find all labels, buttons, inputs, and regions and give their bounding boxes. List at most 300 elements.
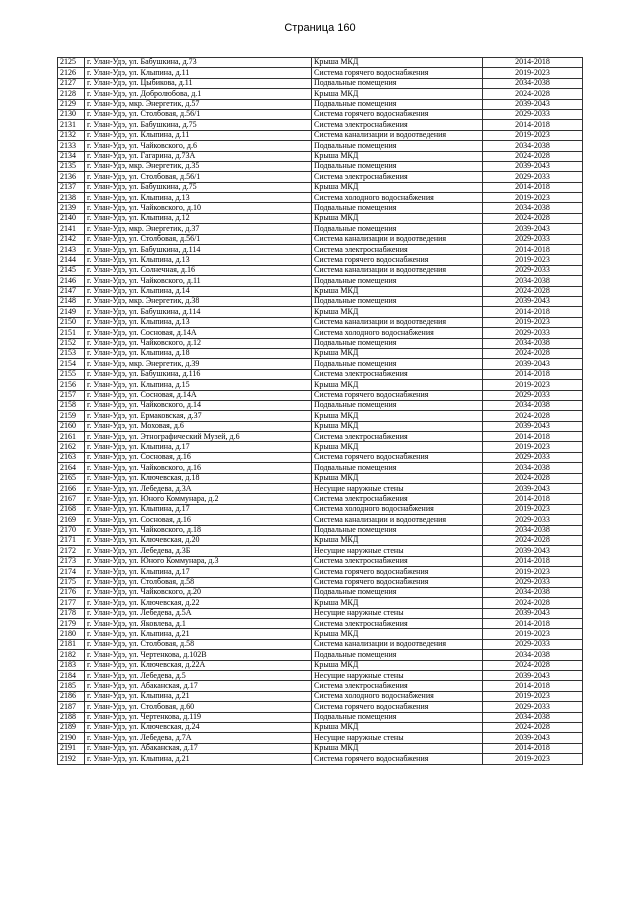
address-cell: г. Улан-Удэ, ул. Ключевская, д.18: [85, 473, 312, 483]
period-cell: 2019-2023: [483, 442, 583, 452]
work-type-cell: Крыша МКД: [312, 380, 483, 390]
table-row: [58, 68, 583, 78]
work-type-cell: Подвальные помещения: [312, 400, 483, 410]
table-row: [58, 525, 583, 535]
period-cell: 2019-2023: [483, 68, 583, 78]
row-number: 2162: [58, 442, 85, 452]
row-number: 2165: [58, 473, 85, 483]
row-number: 2147: [58, 286, 85, 296]
period-cell: 2024-2028: [483, 151, 583, 161]
work-type-cell: Крыша МКД: [312, 348, 483, 358]
row-number: 2188: [58, 712, 85, 722]
table-row: [58, 743, 583, 753]
address-cell: г. Улан-Удэ, ул. Бабушкина, д.114: [85, 307, 312, 317]
table-row: [58, 546, 583, 556]
repair-schedule-table: [57, 57, 583, 765]
row-number: 2127: [58, 78, 85, 88]
row-number: 2132: [58, 130, 85, 140]
work-type-cell: Крыша МКД: [312, 411, 483, 421]
work-type-cell: Крыша МКД: [312, 442, 483, 452]
address-cell: г. Улан-Удэ, ул. Клыпина, д.13: [85, 193, 312, 203]
row-number: 2164: [58, 463, 85, 473]
address-cell: г. Улан-Удэ, ул. Клыпина, д.11: [85, 130, 312, 140]
address-cell: г. Улан-Удэ, ул. Ключевская, д.22А: [85, 660, 312, 670]
table-row: [58, 213, 583, 223]
address-cell: г. Улан-Удэ, ул. Чайковского, д.18: [85, 525, 312, 535]
row-number: 2152: [58, 338, 85, 348]
period-cell: 2024-2028: [483, 89, 583, 99]
address-cell: г. Улан-Удэ, ул. Клыпина, д.14: [85, 286, 312, 296]
address-cell: г. Улан-Удэ, ул. Клыпина, д.21: [85, 754, 312, 764]
work-type-cell: Система горячего водоснабжения: [312, 390, 483, 400]
period-cell: 2019-2023: [483, 629, 583, 639]
work-type-cell: Система электроснабжения: [312, 172, 483, 182]
period-cell: 2024-2028: [483, 213, 583, 223]
period-cell: 2024-2028: [483, 598, 583, 608]
table-row: [58, 608, 583, 618]
work-type-cell: Подвальные помещения: [312, 224, 483, 234]
address-cell: г. Улан-Удэ, ул. Лебедева, д.7А: [85, 733, 312, 743]
address-cell: г. Улан-Удэ, ул. Клыпина, д.17: [85, 567, 312, 577]
table-row: [58, 754, 583, 764]
address-cell: г. Улан-Удэ, мкр. Энергетик, д.39: [85, 359, 312, 369]
period-cell: 2024-2028: [483, 286, 583, 296]
row-number: 2139: [58, 203, 85, 213]
address-cell: г. Улан-Удэ, ул. Клыпина, д.11: [85, 68, 312, 78]
table-row: [58, 535, 583, 545]
address-cell: г. Улан-Удэ, ул. Клыпина, д.17: [85, 504, 312, 514]
work-type-cell: Система электроснабжения: [312, 120, 483, 130]
period-cell: 2024-2028: [483, 348, 583, 358]
work-type-cell: Система холодного водоснабжения: [312, 193, 483, 203]
table-row: [58, 203, 583, 213]
row-number: 2184: [58, 671, 85, 681]
work-type-cell: Крыша МКД: [312, 629, 483, 639]
period-cell: 2029-2033: [483, 452, 583, 462]
address-cell: г. Улан-Удэ, ул. Чайковского, д.20: [85, 587, 312, 597]
table-row: [58, 307, 583, 317]
work-type-cell: Система электроснабжения: [312, 494, 483, 504]
period-cell: 2039-2043: [483, 671, 583, 681]
row-number: 2192: [58, 754, 85, 764]
table-row: [58, 369, 583, 379]
work-type-cell: Подвальные помещения: [312, 296, 483, 306]
work-type-cell: Система горячего водоснабжения: [312, 702, 483, 712]
period-cell: 2039-2043: [483, 546, 583, 556]
period-cell: 2034-2038: [483, 203, 583, 213]
table-row: [58, 234, 583, 244]
work-type-cell: Крыша МКД: [312, 151, 483, 161]
period-cell: 2019-2023: [483, 754, 583, 764]
table-row: [58, 629, 583, 639]
table-row: [58, 130, 583, 140]
row-number: 2135: [58, 161, 85, 171]
period-cell: 2034-2038: [483, 141, 583, 151]
table-row: [58, 567, 583, 577]
period-cell: 2039-2043: [483, 224, 583, 234]
period-cell: 2029-2033: [483, 265, 583, 275]
address-cell: г. Улан-Удэ, ул. Клыпина, д.13: [85, 255, 312, 265]
table-row: [58, 598, 583, 608]
address-cell: г. Улан-Удэ, мкр. Энергетик, д.57: [85, 99, 312, 109]
row-number: 2173: [58, 556, 85, 566]
table-body: [58, 58, 583, 765]
table-row: [58, 504, 583, 514]
row-number: 2166: [58, 484, 85, 494]
row-number: 2137: [58, 182, 85, 192]
address-cell: г. Улан-Удэ, ул. Столбовая, д.56/1: [85, 172, 312, 182]
address-cell: г. Улан-Удэ, ул. Чертенкова, д.102В: [85, 650, 312, 660]
table-row: [58, 577, 583, 587]
work-type-cell: Крыша МКД: [312, 89, 483, 99]
table-row: [58, 359, 583, 369]
table-row: [58, 681, 583, 691]
address-cell: г. Улан-Удэ, ул. Добролюбова, д.1: [85, 89, 312, 99]
table-row: [58, 120, 583, 130]
work-type-cell: Крыша МКД: [312, 421, 483, 431]
address-cell: г. Улан-Удэ, ул. Столбовая, д.56/1: [85, 109, 312, 119]
period-cell: 2014-2018: [483, 619, 583, 629]
period-cell: 2024-2028: [483, 411, 583, 421]
address-cell: г. Улан-Удэ, ул. Бабушкина, д.114: [85, 245, 312, 255]
table-row: [58, 89, 583, 99]
row-number: 2148: [58, 296, 85, 306]
work-type-cell: Система электроснабжения: [312, 369, 483, 379]
period-cell: 2034-2038: [483, 400, 583, 410]
row-number: 2153: [58, 348, 85, 358]
table-row: [58, 452, 583, 462]
work-type-cell: Подвальные помещения: [312, 359, 483, 369]
address-cell: г. Улан-Удэ, ул. Клыпина, д.21: [85, 691, 312, 701]
address-cell: г. Улан-Удэ, ул. Этнографический Музей, д.6: [85, 432, 312, 442]
table-row: [58, 193, 583, 203]
period-cell: 2019-2023: [483, 193, 583, 203]
table-row: [58, 733, 583, 743]
period-cell: 2029-2033: [483, 109, 583, 119]
period-cell: 2024-2028: [483, 473, 583, 483]
address-cell: г. Улан-Удэ, ул. Сосновая, д.16: [85, 515, 312, 525]
period-cell: 2039-2043: [483, 161, 583, 171]
address-cell: г. Улан-Удэ, ул. Сосновая, д.16: [85, 452, 312, 462]
row-number: 2126: [58, 68, 85, 78]
table-row: [58, 380, 583, 390]
table-row: [58, 650, 583, 660]
period-cell: 2039-2043: [483, 99, 583, 109]
period-cell: 2014-2018: [483, 120, 583, 130]
address-cell: г. Улан-Удэ, ул. Ермаковская, д.37: [85, 411, 312, 421]
period-cell: 2024-2028: [483, 535, 583, 545]
table-row: [58, 99, 583, 109]
work-type-cell: Система электроснабжения: [312, 556, 483, 566]
work-type-cell: Подвальные помещения: [312, 203, 483, 213]
table-row: [58, 255, 583, 265]
period-cell: 2029-2033: [483, 234, 583, 244]
work-type-cell: Подвальные помещения: [312, 712, 483, 722]
row-number: 2190: [58, 733, 85, 743]
period-cell: 2029-2033: [483, 390, 583, 400]
address-cell: г. Улан-Удэ, ул. Сосновая, д.14А: [85, 328, 312, 338]
period-cell: 2034-2038: [483, 276, 583, 286]
period-cell: 2024-2028: [483, 660, 583, 670]
table-row: [58, 660, 583, 670]
table-row: [58, 276, 583, 286]
row-number: 2150: [58, 317, 85, 327]
table-row: [58, 182, 583, 192]
row-number: 2155: [58, 369, 85, 379]
row-number: 2129: [58, 99, 85, 109]
table-row: [58, 691, 583, 701]
address-cell: г. Улан-Удэ, ул. Сосновая, д.14А: [85, 390, 312, 400]
table-row: [58, 442, 583, 452]
row-number: 2125: [58, 58, 85, 68]
period-cell: 2014-2018: [483, 245, 583, 255]
row-number: 2178: [58, 608, 85, 618]
work-type-cell: Крыша МКД: [312, 58, 483, 68]
address-cell: г. Улан-Удэ, ул. Чертенкова, д.119: [85, 712, 312, 722]
table-row: [58, 151, 583, 161]
row-number: 2163: [58, 452, 85, 462]
work-type-cell: Подвальные помещения: [312, 338, 483, 348]
work-type-cell: Система горячего водоснабжения: [312, 754, 483, 764]
period-cell: 2014-2018: [483, 494, 583, 504]
row-number: 2156: [58, 380, 85, 390]
period-cell: 2014-2018: [483, 369, 583, 379]
work-type-cell: Система канализации и водоотведения: [312, 265, 483, 275]
row-number: 2191: [58, 743, 85, 753]
address-cell: г. Улан-Удэ, ул. Лебедева, д.3Б: [85, 546, 312, 556]
period-cell: 2039-2043: [483, 484, 583, 494]
period-cell: 2019-2023: [483, 691, 583, 701]
period-cell: 2029-2033: [483, 515, 583, 525]
address-cell: г. Улан-Удэ, ул. Бабушкина, д.75: [85, 120, 312, 130]
work-type-cell: Система электроснабжения: [312, 432, 483, 442]
address-cell: г. Улан-Удэ, ул. Столбовая, д.58: [85, 639, 312, 649]
period-cell: 2034-2038: [483, 78, 583, 88]
table-row: [58, 265, 583, 275]
page-title: Страница 160: [284, 22, 356, 34]
row-number: 2130: [58, 109, 85, 119]
period-cell: 2019-2023: [483, 317, 583, 327]
period-cell: 2034-2038: [483, 525, 583, 535]
table-row: [58, 473, 583, 483]
row-number: 2154: [58, 359, 85, 369]
address-cell: г. Улан-Удэ, ул. Чайковского, д.12: [85, 338, 312, 348]
work-type-cell: Несущие наружные стены: [312, 608, 483, 618]
row-number: 2185: [58, 681, 85, 691]
period-cell: 2034-2038: [483, 712, 583, 722]
address-cell: г. Улан-Удэ, ул. Абаканская, д.17: [85, 743, 312, 753]
work-type-cell: Система горячего водоснабжения: [312, 567, 483, 577]
period-cell: 2039-2043: [483, 359, 583, 369]
address-cell: г. Улан-Удэ, ул. Юного Коммунара, д.3: [85, 556, 312, 566]
work-type-cell: Крыша МКД: [312, 307, 483, 317]
period-cell: 2019-2023: [483, 504, 583, 514]
work-type-cell: Крыша МКД: [312, 182, 483, 192]
period-cell: 2014-2018: [483, 556, 583, 566]
work-type-cell: Крыша МКД: [312, 213, 483, 223]
address-cell: г. Улан-Удэ, мкр. Энергетик, д.38: [85, 296, 312, 306]
work-type-cell: Система электроснабжения: [312, 245, 483, 255]
row-number: 2158: [58, 400, 85, 410]
address-cell: г. Улан-Удэ, ул. Чайковского, д.11: [85, 276, 312, 286]
row-number: 2141: [58, 224, 85, 234]
table-row: [58, 172, 583, 182]
address-cell: г. Улан-Удэ, ул. Лебедева, д.5: [85, 671, 312, 681]
period-cell: 2034-2038: [483, 463, 583, 473]
work-type-cell: Подвальные помещения: [312, 463, 483, 473]
period-cell: 2029-2033: [483, 577, 583, 587]
work-type-cell: Крыша МКД: [312, 660, 483, 670]
table-row: [58, 58, 583, 68]
row-number: 2149: [58, 307, 85, 317]
row-number: 2131: [58, 120, 85, 130]
table-row: [58, 587, 583, 597]
address-cell: г. Улан-Удэ, ул. Столбовая, д.56/1: [85, 234, 312, 244]
period-cell: 2014-2018: [483, 182, 583, 192]
address-cell: г. Улан-Удэ, мкр. Энергетик, д.35: [85, 161, 312, 171]
table-row: [58, 161, 583, 171]
address-cell: г. Улан-Удэ, ул. Столбовая, д.58: [85, 577, 312, 587]
row-number: 2160: [58, 421, 85, 431]
address-cell: г. Улан-Удэ, ул. Бабушкина, д.73: [85, 58, 312, 68]
work-type-cell: Подвальные помещения: [312, 141, 483, 151]
address-cell: г. Улан-Удэ, ул. Абаканская, д.17: [85, 681, 312, 691]
table-row: [58, 515, 583, 525]
address-cell: г. Улан-Удэ, ул. Чайковского, д.6: [85, 141, 312, 151]
row-number: 2128: [58, 89, 85, 99]
period-cell: 2019-2023: [483, 380, 583, 390]
address-cell: г. Улан-Удэ, ул. Гагарина, д.73А: [85, 151, 312, 161]
address-cell: г. Улан-Удэ, ул. Бабушкина, д.75: [85, 182, 312, 192]
table-row: [58, 328, 583, 338]
work-type-cell: Система канализации и водоотведения: [312, 234, 483, 244]
work-type-cell: Подвальные помещения: [312, 525, 483, 535]
row-number: 2170: [58, 525, 85, 535]
table-row: [58, 432, 583, 442]
table-row: [58, 723, 583, 733]
period-cell: 2039-2043: [483, 733, 583, 743]
row-number: 2151: [58, 328, 85, 338]
work-type-cell: Крыша МКД: [312, 286, 483, 296]
address-cell: г. Улан-Удэ, ул. Клыпина, д.17: [85, 442, 312, 452]
row-number: 2180: [58, 629, 85, 639]
period-cell: 2014-2018: [483, 743, 583, 753]
row-number: 2181: [58, 639, 85, 649]
table-row: [58, 411, 583, 421]
period-cell: 2029-2033: [483, 328, 583, 338]
work-type-cell: Крыша МКД: [312, 598, 483, 608]
work-type-cell: Система электроснабжения: [312, 681, 483, 691]
row-number: 2157: [58, 390, 85, 400]
row-number: 2175: [58, 577, 85, 587]
work-type-cell: Подвальные помещения: [312, 78, 483, 88]
address-cell: г. Улан-Удэ, ул. Клыпина, д.18: [85, 348, 312, 358]
address-cell: г. Улан-Удэ, ул. Цыбикова, д.11: [85, 78, 312, 88]
address-cell: г. Улан-Удэ, ул. Юного Коммунара, д.2: [85, 494, 312, 504]
work-type-cell: Система холодного водоснабжения: [312, 504, 483, 514]
work-type-cell: Подвальные помещения: [312, 161, 483, 171]
address-cell: г. Улан-Удэ, ул. Столбовая, д.60: [85, 702, 312, 712]
table-row: [58, 338, 583, 348]
row-number: 2189: [58, 723, 85, 733]
work-type-cell: Система горячего водоснабжения: [312, 577, 483, 587]
address-cell: г. Улан-Удэ, ул. Моховая, д.6: [85, 421, 312, 431]
address-cell: г. Улан-Удэ, ул. Бабушкина, д.116: [85, 369, 312, 379]
address-cell: г. Улан-Удэ, ул. Лебедева, д.5А: [85, 608, 312, 618]
row-number: 2168: [58, 504, 85, 514]
work-type-cell: Система горячего водоснабжения: [312, 68, 483, 78]
row-number: 2183: [58, 660, 85, 670]
table-row: [58, 494, 583, 504]
table-row: [58, 245, 583, 255]
work-type-cell: Несущие наружные стены: [312, 546, 483, 556]
row-number: 2142: [58, 234, 85, 244]
row-number: 2146: [58, 276, 85, 286]
address-cell: г. Улан-Удэ, ул. Лебедева, д.3А: [85, 484, 312, 494]
table-row: [58, 109, 583, 119]
table-row: [58, 712, 583, 722]
row-number: 2143: [58, 245, 85, 255]
work-type-cell: Крыша МКД: [312, 535, 483, 545]
address-cell: г. Улан-Удэ, ул. Клыпина, д.12: [85, 213, 312, 223]
period-cell: 2019-2023: [483, 130, 583, 140]
period-cell: 2029-2033: [483, 639, 583, 649]
work-type-cell: Подвальные помещения: [312, 276, 483, 286]
table-row: [58, 224, 583, 234]
row-number: 2171: [58, 535, 85, 545]
row-number: 2187: [58, 702, 85, 712]
table-row: [58, 639, 583, 649]
row-number: 2138: [58, 193, 85, 203]
row-number: 2169: [58, 515, 85, 525]
work-type-cell: Подвальные помещения: [312, 587, 483, 597]
work-type-cell: Система холодного водоснабжения: [312, 328, 483, 338]
table-row: [58, 702, 583, 712]
period-cell: 2014-2018: [483, 432, 583, 442]
row-number: 2136: [58, 172, 85, 182]
row-number: 2144: [58, 255, 85, 265]
work-type-cell: Крыша МКД: [312, 473, 483, 483]
row-number: 2182: [58, 650, 85, 660]
row-number: 2161: [58, 432, 85, 442]
row-number: 2145: [58, 265, 85, 275]
table-row: [58, 619, 583, 629]
address-cell: г. Улан-Удэ, ул. Чайковского, д.14: [85, 400, 312, 410]
table-row: [58, 671, 583, 681]
period-cell: 2039-2043: [483, 608, 583, 618]
work-type-cell: Несущие наружные стены: [312, 671, 483, 681]
row-number: 2176: [58, 587, 85, 597]
row-number: 2133: [58, 141, 85, 151]
period-cell: 2039-2043: [483, 421, 583, 431]
address-cell: г. Улан-Удэ, ул. Чайковского, д.16: [85, 463, 312, 473]
table-row: [58, 556, 583, 566]
address-cell: г. Улан-Удэ, ул. Клыпина, д.13: [85, 317, 312, 327]
period-cell: 2024-2028: [483, 723, 583, 733]
row-number: 2179: [58, 619, 85, 629]
table-row: [58, 141, 583, 151]
table-row: [58, 463, 583, 473]
address-cell: г. Улан-Удэ, ул. Чайковского, д.10: [85, 203, 312, 213]
work-type-cell: Система горячего водоснабжения: [312, 109, 483, 119]
address-cell: г. Улан-Удэ, мкр. Энергетик, д.37: [85, 224, 312, 234]
work-type-cell: Несущие наружные стены: [312, 733, 483, 743]
period-cell: 2019-2023: [483, 255, 583, 265]
table-row: [58, 421, 583, 431]
period-cell: 2034-2038: [483, 338, 583, 348]
period-cell: 2034-2038: [483, 587, 583, 597]
address-cell: г. Улан-Удэ, ул. Ключевская, д.24: [85, 723, 312, 733]
